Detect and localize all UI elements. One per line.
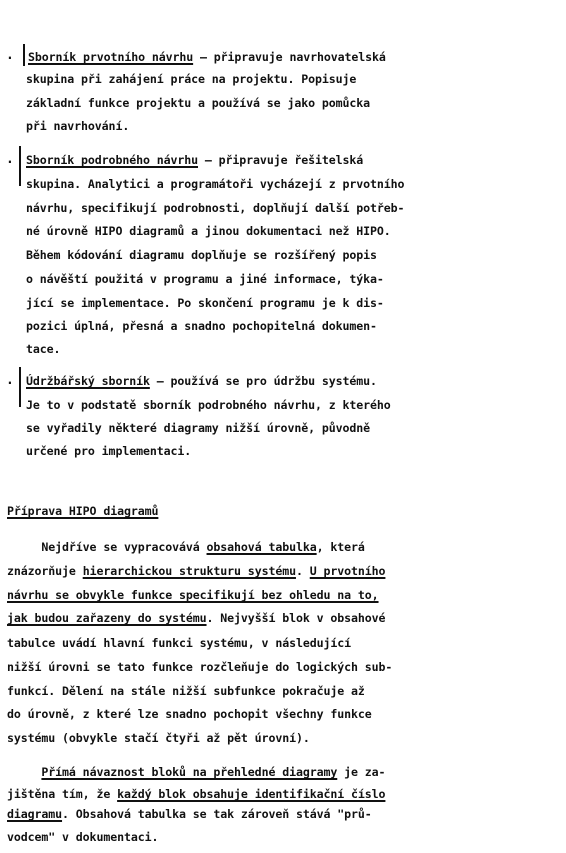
body2-line3-suffix: . Obsahová tabulka se tak zároveň stává "prů- — [62, 807, 372, 821]
para2-line5: Během kódování diagramu doplňuje se rozšířený popis — [26, 248, 377, 262]
margin-bar-3 — [19, 367, 21, 407]
para2-line2: skupina. Analytici a programátoři vycházejí z prvotního — [26, 177, 405, 191]
para2-line1 — [26, 153, 363, 167]
body-line2 — [7, 564, 385, 578]
para2-line1-suffix: – připravuje řešitelská — [198, 153, 364, 167]
para2-line7: jící se implementace. Po skončení programu je k dis- — [26, 296, 384, 310]
para3-line2: Je to v podstatě sborník podrobného návrhu, z kterého — [26, 398, 391, 412]
body-line6: nižší úrovni se tato funkce rozčleňuje do logických sub- — [7, 660, 393, 674]
emphasis-u-prvotniho: U prvotního — [309, 564, 386, 578]
bullet-2: . — [6, 152, 14, 167]
para2-line9: tace. — [26, 342, 61, 356]
body2-line4: vodcem" v dokumentaci. — [7, 830, 159, 844]
body-line1-prefix: Nejdříve se vypracovává — [7, 540, 207, 554]
bullet-1: . — [6, 48, 14, 63]
body2-line2-prefix: jištěna tím, že — [7, 787, 118, 801]
para1-line4: při navrhování. — [26, 119, 130, 133]
body-line5: tabulce uvádí hlavní funkci systému, v následující — [7, 636, 352, 650]
body2-line2 — [7, 787, 385, 801]
term-identifikacni-cislo: každý blok obsahuje identifikační číslo — [117, 787, 386, 801]
emphasis-navrhu: návrhu se obvykle funkce specifikují bez ohledu na to, — [7, 588, 379, 602]
para3-line1-suffix: – používá se pro údržbu systému. — [149, 374, 377, 388]
emphasis-zarazeny: jak budou zařazeny do systému — [7, 611, 207, 625]
para3-line3: se vyřadily některé diagramy nižší úrovně, původně — [26, 421, 371, 435]
para2-line8: pozici úplná, přesná a snadno pochopitelná dokumen- — [26, 319, 377, 333]
body-line1-suffix: , která — [316, 540, 365, 554]
term-diagramu: diagramu — [7, 807, 63, 821]
body2-line1 — [7, 765, 385, 779]
body-line1 — [7, 540, 365, 554]
body-line4 — [7, 611, 385, 625]
body-line4-suffix: . Nejvyšší blok v obsahové — [206, 611, 386, 625]
body2-line1-suffix: je za- — [337, 765, 386, 779]
para1-line3: základní funkce projektu a používá se jako pomůcka — [26, 96, 371, 110]
para1-line1 — [28, 50, 386, 64]
para2-line6: o návěští použitá v programu a jiné informace, týka- — [26, 272, 384, 286]
para1-line1-suffix: – připravuje navrhovatelská — [193, 50, 386, 64]
para3-line1 — [26, 374, 377, 388]
term-hierarchicka-struktura: hierarchickou strukturu systému — [82, 564, 296, 578]
body2-line3 — [7, 807, 372, 821]
term-obsahova-tabulka: obsahová tabulka — [206, 540, 317, 554]
term-prvotni-navrh: Sborník prvotního návrhu — [28, 50, 194, 64]
para3-line4: určené pro implementaci. — [26, 444, 192, 458]
body2-line1-prefix — [7, 765, 41, 779]
bullet-3: . — [6, 373, 14, 388]
term-podrobny-navrh: Sborník podrobného návrhu — [26, 153, 199, 167]
para2-line4: né úrovně HIPO diagramů a jinou dokumentaci než HIPO. — [26, 224, 391, 238]
margin-bar-2 — [19, 146, 21, 186]
body-line9: systému (obvykle stačí čtyři až pět úrovní). — [7, 731, 310, 745]
para2-line3: návrhu, specifikují podrobnosti, doplňují další potřeb- — [26, 201, 405, 215]
body-line7: funkcí. Dělení na stále nižší subfunkce pokračuje až — [7, 684, 365, 698]
para1-line2: skupina při zahájení práce na projektu. Popisuje — [26, 72, 357, 86]
body-line2-suffix: . — [295, 564, 310, 578]
term-prima-navaznost: Přímá návaznost bloků na přehledné diagramy — [41, 765, 338, 779]
body-line8: do úrovně, z které lze snadno pochopit všechny funkce — [7, 707, 372, 721]
section-heading: Příprava HIPO diagramů — [7, 504, 159, 518]
term-udrzbarsky-sbornik: Údržbářský sborník — [26, 374, 150, 388]
body-line2-prefix: znázorňuje — [7, 564, 83, 578]
body-line3 — [7, 588, 379, 602]
margin-bar-1 — [23, 44, 25, 66]
